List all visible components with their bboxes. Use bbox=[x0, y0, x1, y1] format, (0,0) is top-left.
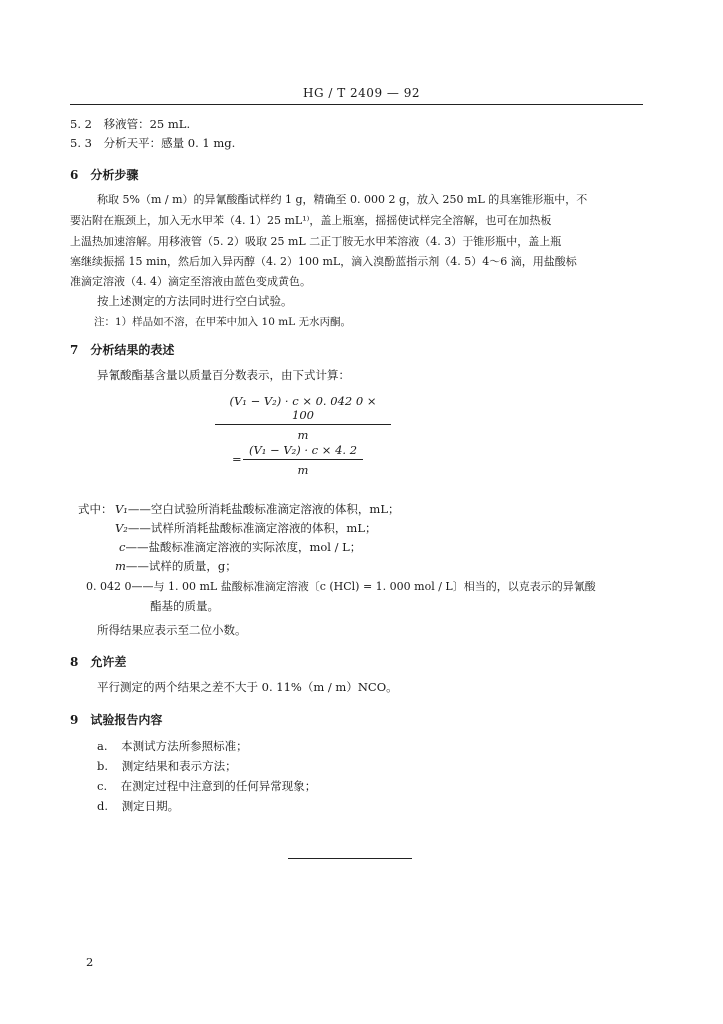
constant-definition bbox=[86, 578, 596, 594]
result-precision-note: 所得结果应表示至二位小数。 bbox=[97, 623, 247, 637]
var-row bbox=[119, 539, 361, 555]
list-item-text: 测定结果和表示方法； bbox=[121, 759, 237, 773]
constant-desc-cont: 酯基的质量。 bbox=[150, 599, 219, 613]
var-row bbox=[115, 520, 376, 536]
list-item bbox=[97, 798, 179, 814]
var-desc: ——试样所消耗盐酸标准滴定溶液的体积，mL； bbox=[127, 521, 377, 535]
item-5-2 bbox=[70, 116, 190, 132]
section-6-heading: 6 分析步骤 bbox=[70, 168, 139, 182]
paragraph-line: 上温热加速溶解。用移液管（5. 2）吸取 25 mL 二正丁胺无水甲苯溶液（4. 3）于锥形瓶中，盖上瓶 bbox=[70, 235, 562, 248]
var-symbol: m bbox=[115, 559, 126, 573]
item-text: 移液管：25 mL. bbox=[103, 117, 191, 131]
formula-2-equals: = bbox=[232, 452, 242, 466]
var-desc: ——空白试验所消耗盐酸标准滴定溶液的体积，mL； bbox=[127, 502, 400, 516]
list-item-label: a. bbox=[97, 739, 108, 753]
var-desc: ——盐酸标准滴定溶液的实际浓度，mol / L； bbox=[125, 540, 362, 554]
paragraph-line: 准滴定溶液（4. 4）滴定至溶液由蓝色变成黄色。 bbox=[70, 275, 311, 288]
list-item-text: 本测试方法所参照标准； bbox=[121, 739, 248, 753]
section-9-heading: 9 试验报告内容 bbox=[70, 713, 163, 727]
list-item-label: d. bbox=[97, 799, 109, 813]
footnote: 注：1）样品如不溶，在甲苯中加入 10 mL 无水丙酮。 bbox=[94, 316, 351, 328]
standard-code-header: HG / T 2409 — 92 bbox=[303, 86, 420, 100]
list-item-text: 测定日期。 bbox=[121, 799, 180, 813]
section-7-heading: 7 分析结果的表述 bbox=[70, 343, 175, 357]
var-row bbox=[115, 558, 237, 574]
formula-2-numerator: (V₁ − V₂) · c × 4. 2 bbox=[243, 443, 363, 460]
formula-1 bbox=[215, 394, 391, 442]
formula-2-denominator: m bbox=[297, 463, 309, 477]
paragraph-line: 要沾附在瓶颈上，加入无水甲苯（4. 1）25 mL¹⁾，盖上瓶塞，摇摇使试样完全溶解，也可在加热板 bbox=[70, 214, 552, 227]
constant-desc: ——与 1. 00 mL 盐酸标准滴定溶液〔c (HCl) = 1. 000 mol / L〕相当的，以克表示的异氰酸 bbox=[131, 580, 596, 593]
paragraph-line: 塞继续振摇 15 min，然后加入异丙醇（4. 2）100 mL，滴入溴酚蓝指示剂（4. 5）4～6 滴，用盐酸标 bbox=[70, 255, 577, 268]
list-item-label: c. bbox=[97, 779, 108, 793]
var-symbol: V₂ bbox=[115, 521, 128, 535]
item-number: 5. 2 bbox=[70, 117, 92, 131]
where-label: 式中： bbox=[78, 502, 113, 516]
var-symbol: c bbox=[119, 540, 126, 554]
end-of-document-rule bbox=[288, 858, 412, 859]
list-item bbox=[97, 738, 248, 754]
var-row bbox=[115, 501, 399, 517]
tolerance-text: 平行测定的两个结果之差不大于 0. 11%（m / m）NCO。 bbox=[97, 680, 398, 694]
constant-value: 0. 042 0 bbox=[86, 580, 132, 593]
page-number: 2 bbox=[86, 955, 94, 969]
list-item bbox=[97, 758, 237, 774]
paragraph-line: 称取 5%（m / m）的异氰酸酯试样约 1 g，精确至 0. 000 2 g，放入 250 mL 的具塞锥形瓶中，不 bbox=[97, 193, 588, 206]
formula-1-numerator: (V₁ − V₂) · c × 0. 042 0 × 100 bbox=[215, 394, 391, 425]
formula-1-denominator: m bbox=[297, 428, 309, 442]
formula-2 bbox=[243, 443, 363, 477]
item-5-3 bbox=[70, 135, 235, 151]
header-rule bbox=[70, 104, 643, 105]
list-item-text: 在测定过程中注意到的任何异常现象； bbox=[120, 779, 317, 793]
list-item-label: b. bbox=[97, 759, 109, 773]
blank-test-text: 按上述测定的方法同时进行空白试验。 bbox=[97, 294, 293, 308]
var-desc: ——试样的质量，g； bbox=[125, 559, 237, 573]
section-8-heading: 8 允许差 bbox=[70, 655, 127, 669]
item-text: 分析天平：感量 0. 1 mg. bbox=[103, 136, 236, 150]
formula-intro: 异氰酸酯基含量以质量百分数表示，由下式计算： bbox=[97, 368, 350, 382]
list-item bbox=[97, 778, 316, 794]
var-symbol: V₁ bbox=[115, 502, 128, 516]
item-number: 5. 3 bbox=[70, 136, 92, 150]
